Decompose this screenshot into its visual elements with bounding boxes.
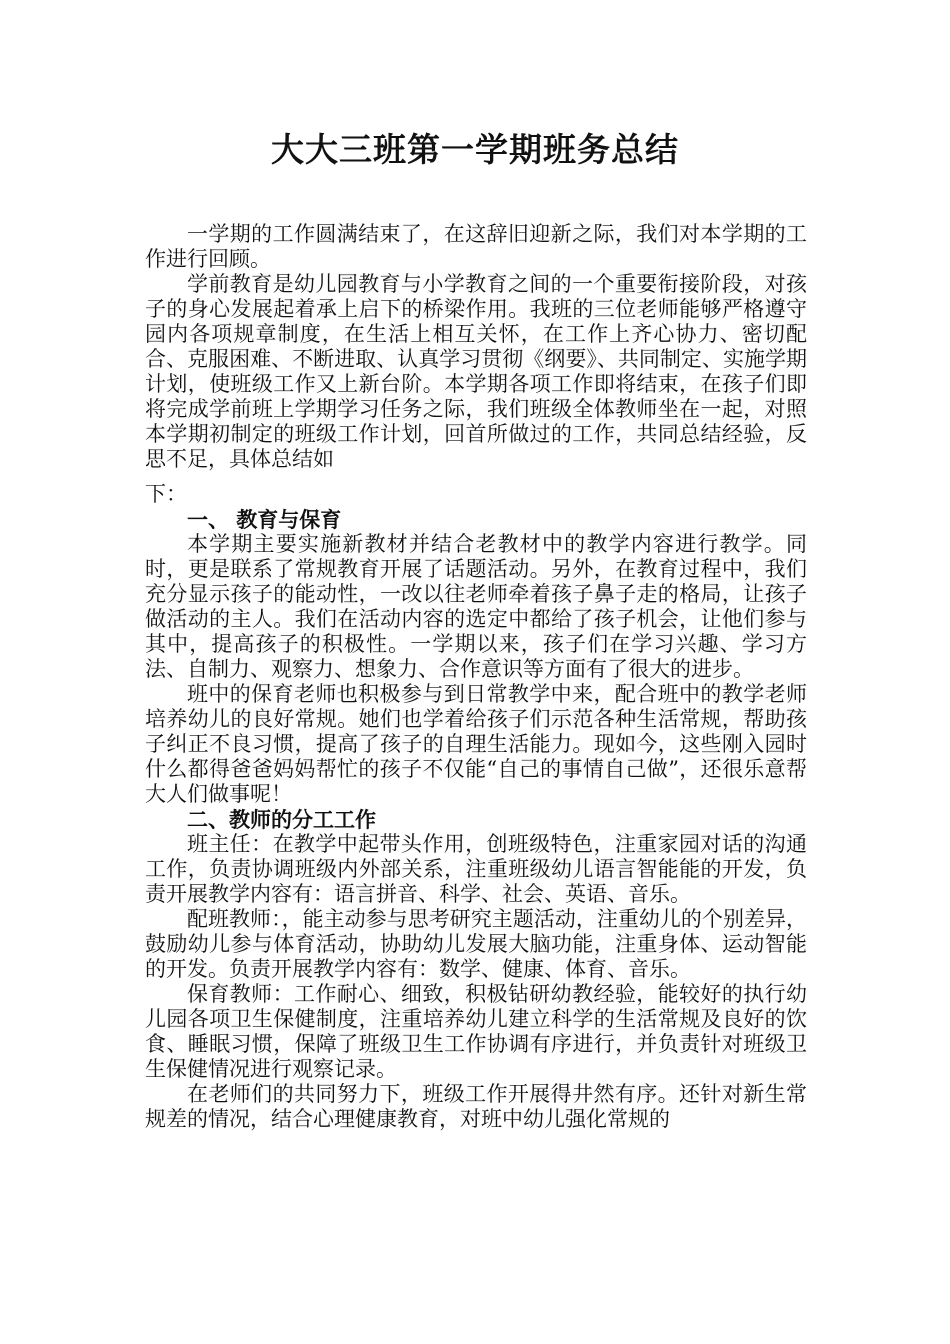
section-heading-division: 二、教师的分工工作 <box>187 807 376 832</box>
page-title: 大大三班第一学期班务总结 <box>271 130 679 169</box>
paragraph-education: 本学期主要实施新教材并结合老教材中的教学内容进行教学。同时，更是联系了常规教育开展了话题活动。另外，在教育过程中，我们充分显示孩子的能动性，一改以往老师牵着孩子鼻子走的格局，让孩子做活动的主人。我们在活动内容的选定中都给了孩子机会，让他们参与其中，提高孩子的积极性。一学期以来，孩子们在学习兴趣、学习方法、自制力、观察力、想象力、合作意识等方面有了很大的进步。 <box>145 532 807 681</box>
section-heading-education: 一、 教育与保育 <box>187 507 342 532</box>
paragraph-assistant-teacher: 配班教师：，能主动参与思考研究主题活动，注重幼儿的个别差异，鼓励幼儿参与体育活动，协助幼儿发展大脑功能，注重身体、运动智能的开发。负责开展教学内容有：数学、健康、体育、音乐。 <box>145 907 807 981</box>
paragraph-intro: 一学期的工作圆满结束了，在这辞旧迎新之际，我们对本学期的工作进行回顾。 <box>145 222 807 271</box>
document-body <box>145 222 807 1132</box>
paragraph-teamwork: 在老师们的共同努力下，班级工作开展得井然有序。还针对新生常规差的情况，结合心理健康教育，对班中幼儿强化常规的 <box>145 1082 807 1131</box>
paragraph-nursery-teacher: 保育教师：工作耐心、细致，积极钻研幼教经验，能较好的执行幼儿园各项卫生保健制度，注重培养幼儿建立科学的生活常规及良好的饮食、睡眠习惯，保障了班级卫生工作协调有序进行，并负责针对班级卫生保健情况进行观察记录。 <box>145 982 807 1081</box>
paragraph-overview: 学前教育是幼儿园教育与小学教育之间的一个重要衔接阶段，对孩子的身心发展起着承上启下的桥梁作用。我班的三位老师能够严格遵守园内各项规章制度，在生活上相互关怀，在工作上齐心协力、密切配合、克服困难、不断进取、认真学习贯彻《纲要》、共同制定、实施学期计划，使班级工作又上新台阶。本学期各项工作即将结束，在孩子们即将完成学前班上学期学习任务之际，我们班级全体教师坐在一起，对照本学期初制定的班级工作计划，回首所做过的工作，共同总结经验，反思不足，具体总结如 <box>145 272 807 471</box>
paragraph-head-teacher: 班主任：在教学中起带头作用，创班级特色，注重家园对话的沟通工作，负责协调班级内外部关系，注重班级幼儿语言智能能的开发，负责开展教学内容有：语言拼音、科学、社会、英语、音乐。 <box>145 832 807 906</box>
paragraph-overview-tail: 下： <box>145 482 187 506</box>
paragraph-care-teacher: 班中的保育老师也积极参与到日常教学中来，配合班中的教学老师培养幼儿的良好常规。她们也学着给孩子们示范各种生活常规，帮助孩子纠正不良习惯，提高了孩子的自理生活能力。现如今，这些刚入园时什么都得爸爸妈妈帮忙的孩子不仅能“自己的事情自己做”，还很乐意帮大人们做事呢！ <box>145 682 807 806</box>
